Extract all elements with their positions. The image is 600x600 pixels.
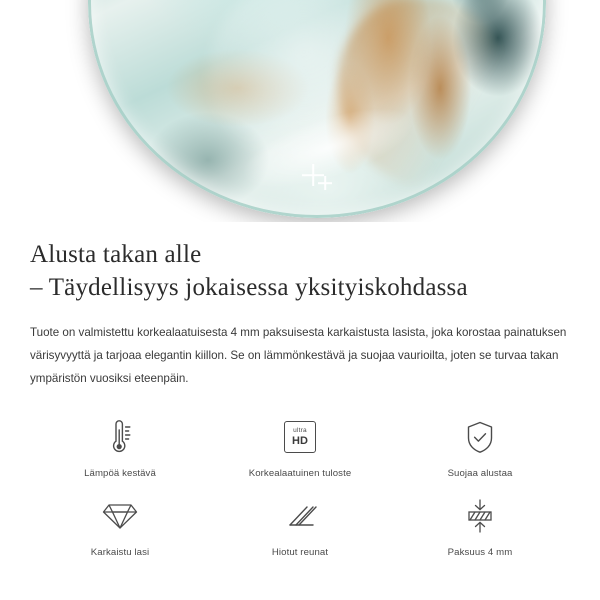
- polished-edges-icon: [281, 495, 319, 537]
- feature-item-print-quality: [210, 416, 390, 479]
- feature-label: Suojaa alustaa: [447, 468, 513, 480]
- plate-rim: [88, 0, 546, 218]
- ultra-hd-badge-bottom: HD: [292, 434, 308, 447]
- feature-label: Korkealaatuinen tuloste: [248, 468, 352, 480]
- feature-grid: [30, 416, 570, 558]
- page-title: [30, 238, 570, 304]
- hero-image: [0, 0, 600, 222]
- feature-label: Lämpöä kestävä: [84, 468, 156, 480]
- shield-check-icon: [463, 416, 497, 458]
- feature-item-thickness: [390, 495, 570, 558]
- ultra-hd-badge-top: ultra: [293, 427, 307, 435]
- headline-line-1: Alusta takan alle: [30, 241, 202, 268]
- thermometer-icon: [103, 416, 137, 458]
- feature-label: Paksuus 4 mm: [447, 547, 513, 559]
- feature-item-tempered-glass: [30, 495, 210, 558]
- headline-line-2: – Täydellisyys jokaisessa yksityiskohdassa: [30, 274, 468, 301]
- content-section: [0, 238, 600, 558]
- feature-label: Hiotut reunat: [271, 547, 329, 559]
- diamond-icon: [101, 495, 139, 537]
- feature-item-heat-resistant: [30, 416, 210, 479]
- feature-label: Karkaistu lasi: [90, 547, 150, 559]
- feature-item-polished-edges: [210, 495, 390, 558]
- body-paragraph: Tuote on valmistettu korkealaatuisesta 4 mm paksuisesta karkaistusta lasista, joka korostaa painatuksen värisyvyyttä ja tarjoaa elegantin kiillon. Se on lämmönkestävä ja suojaa vaurioilta, joten se turvaa takan ympäristön vuosiksi eteenpäin.: [30, 325, 567, 386]
- thickness-icon: [461, 495, 499, 537]
- marble-glass-plate-image: [88, 0, 546, 218]
- ultra-hd-icon: [284, 416, 316, 458]
- feature-item-surface-protection: [390, 416, 570, 479]
